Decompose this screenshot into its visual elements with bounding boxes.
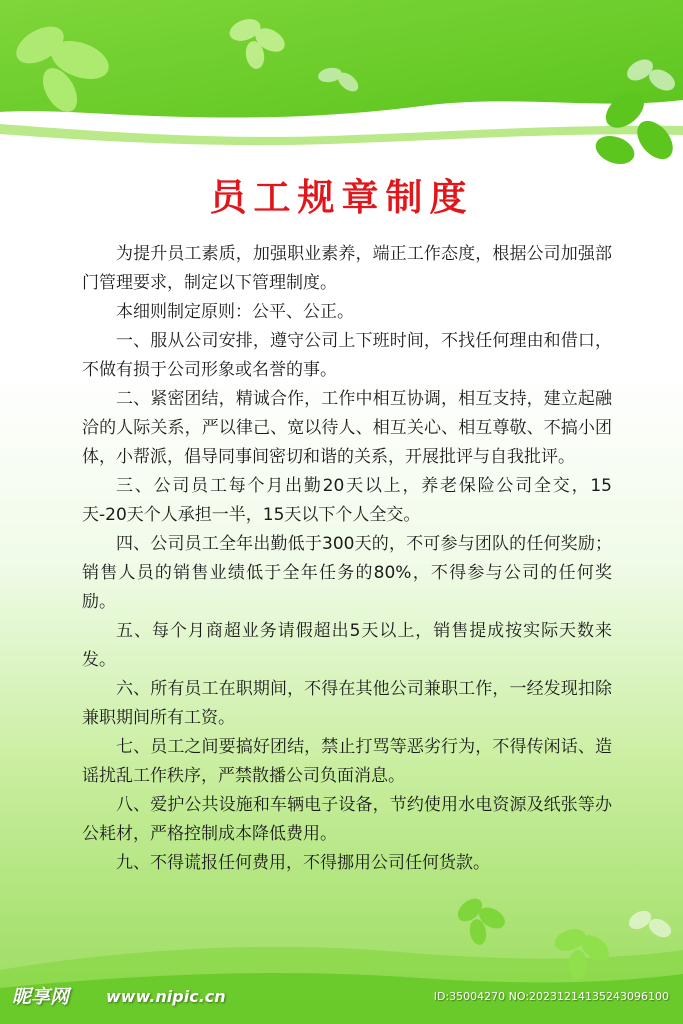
regulation-paragraph: 二、紧密团结，精诚合作，工作中相互协调，相互支持，建立起融洽的人际关系，严以律己、宽以待人、相互关心、相互尊敬、不搞小团体，小帮派，倡导同事间密切和谐的关系，开展批评与自我批评。: [82, 389, 612, 467]
regulations-body: [82, 240, 612, 878]
regulation-paragraph: 为提升员工素质，加强职业素养，端正工作态度，根据公司加强部门管理要求，制定以下管理制度。: [82, 244, 612, 293]
page-title: 员工规章制度: [209, 176, 474, 219]
watermark-id: ID:35004270 NO:20231214135243096100: [433, 990, 669, 1003]
regulation-paragraph: 一、服从公司安排，遵守公司上下班时间，不找任何理由和借口，不做有损于公司形象或名誉的事。: [82, 331, 612, 380]
regulation-paragraph: 九、不得谎报任何费用，不得挪用公司任何货款。: [116, 853, 490, 873]
watermark-logo: 昵享网: [12, 986, 70, 1008]
regulation-paragraph: 七、员工之间要搞好团结，禁止打骂等恶劣行为，不得传闲话、造谣扰乱工作秩序，严禁散播公司负面消息。: [82, 737, 612, 786]
watermark-bar: [0, 982, 683, 1012]
clover-leaf-icon: [626, 907, 675, 941]
regulation-paragraph: 三、公司员工每个月出勤20天以上，养老保险公司全交，15天-20天个人承担一半，15天以下个人全交。: [82, 476, 612, 525]
watermark-url: www.nipic.cn: [106, 987, 226, 1006]
regulation-paragraph: 四、公司员工全年出勤低于300天的，不可参与团队的任何奖励；销售人员的销售业绩低于全年任务的80%，不得参与公司的任何奖励。: [82, 534, 612, 612]
regulation-paragraph: 五、每个月商超业务请假超出5天以上，销售提成按实际天数来发。: [82, 621, 612, 670]
regulation-paragraph: 八、爱护公共设施和车辆电子设备，节约使用水电资源及纸张等办公耗材，严格控制成本降低费用。: [82, 795, 612, 844]
regulation-paragraph: 本细则制定原则：公平、公正。: [116, 302, 354, 322]
clover-leaf-icon: [453, 894, 508, 946]
regulation-paragraph: 六、所有员工在职期间，不得在其他公司兼职工作，一经发现扣除兼职期间所有工资。: [82, 679, 612, 728]
top-green-wave-decoration: [0, 0, 683, 170]
